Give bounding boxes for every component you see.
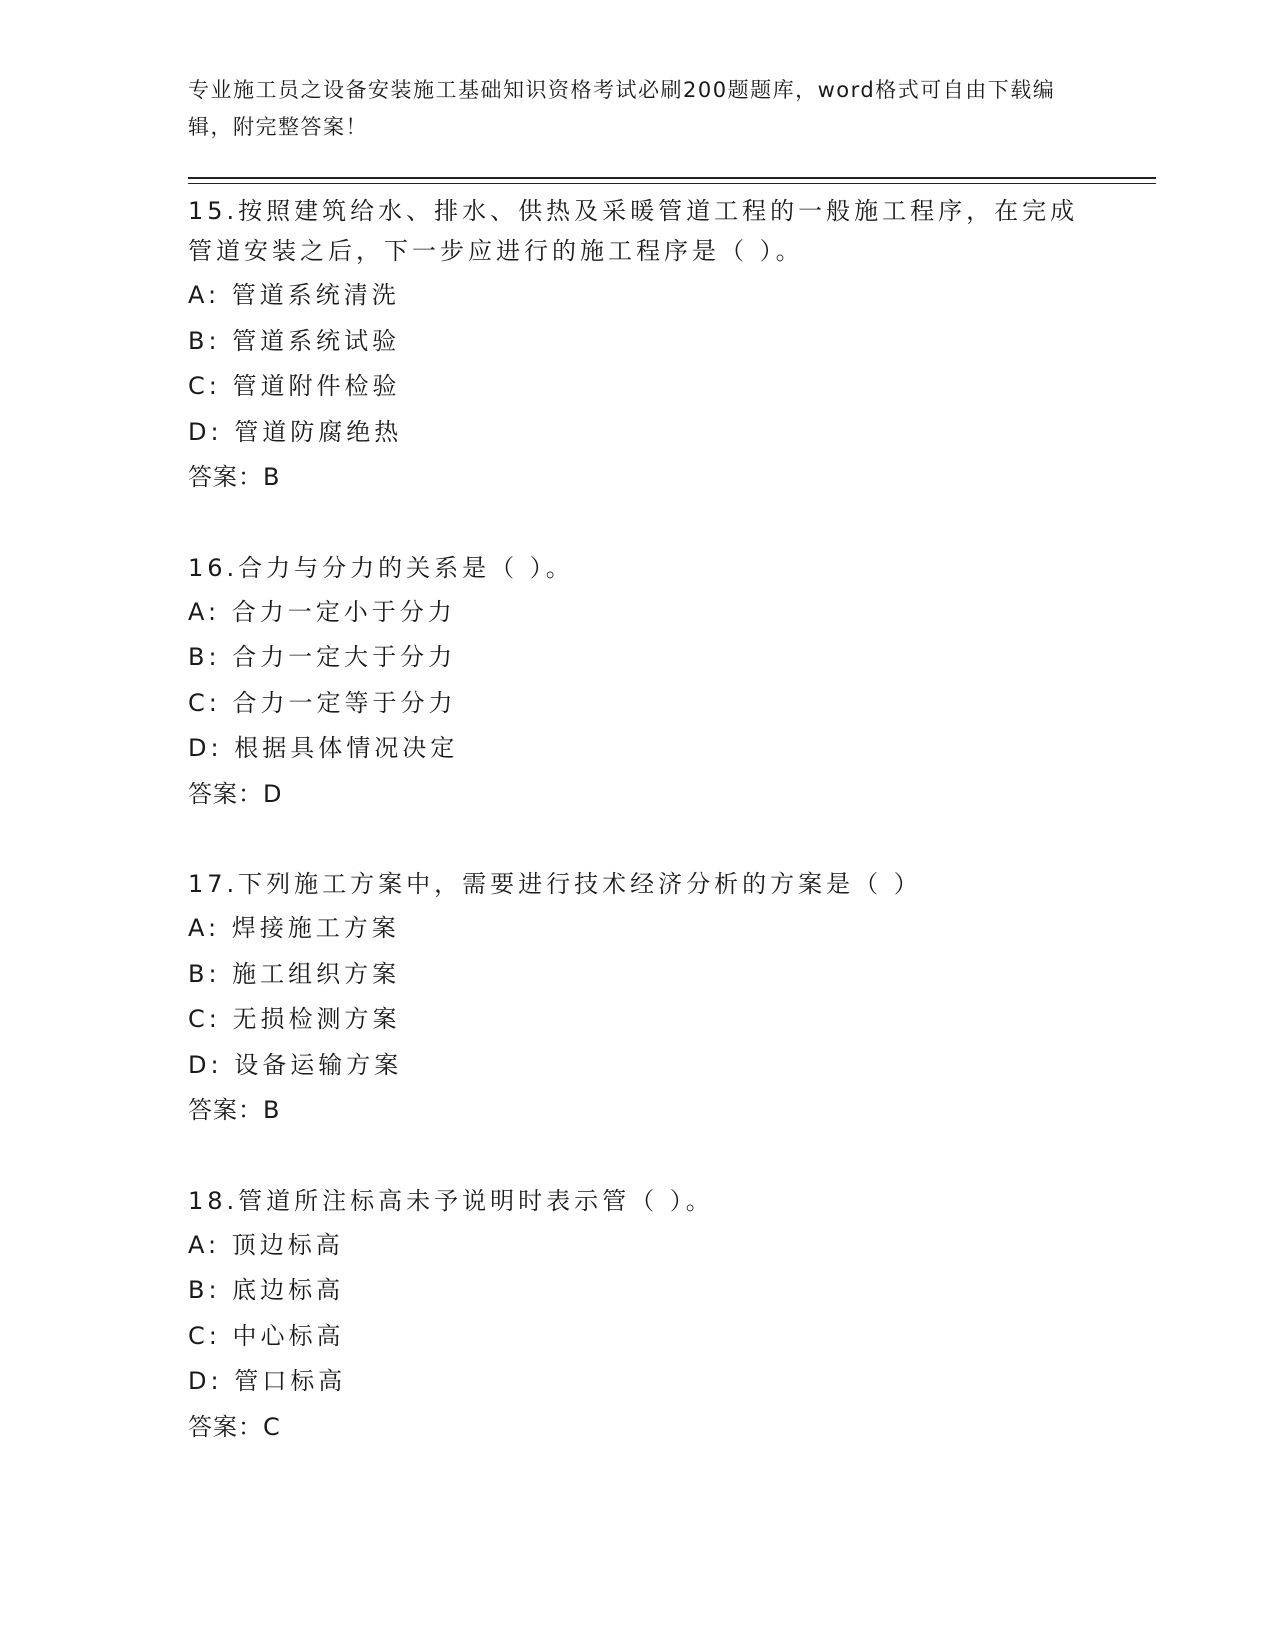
answer-label: 答案：C — [188, 1412, 281, 1441]
question-spacer — [188, 501, 1088, 545]
question-spacer — [188, 1134, 1088, 1178]
option-b: B: 施工组织方案 — [188, 959, 401, 988]
answer-label: 答案：B — [188, 463, 281, 491]
option-d: D: 根据具体情况决定 — [188, 734, 459, 762]
option-a: A: 合力一定小于分力 — [188, 597, 456, 626]
option-d: D: 管道防腐绝热 — [188, 417, 403, 446]
question-17 — [188, 861, 1088, 1134]
option-c: C: 管道附件检验 — [188, 372, 401, 400]
option-d: D: 设备运输方案 — [188, 1050, 403, 1079]
option-a: A: 焊接施工方案 — [188, 914, 400, 942]
question-18 — [188, 1178, 1088, 1451]
header-divider-thick — [188, 177, 1156, 179]
question-16 — [188, 545, 1088, 818]
question-stem: 18.管道所注标高未予说明时表示管（ ）。 — [188, 1186, 714, 1215]
header-divider-thin — [188, 183, 1156, 184]
option-a: A: 顶边标高 — [188, 1230, 344, 1259]
document-title: 专业施工员之设备安装施工基础知识资格考试必刷200题题库，word格式可自由下载编辑，附完整答案！ — [188, 78, 1056, 139]
question-list — [188, 188, 1088, 1450]
option-b: B: 合力一定大于分力 — [188, 643, 457, 671]
option-c: C: 合力一定等于分力 — [188, 688, 457, 717]
document-header — [188, 72, 1068, 146]
answer-label: 答案：B — [188, 1096, 281, 1124]
question-15 — [188, 188, 1088, 501]
option-c: C: 无损检测方案 — [188, 1005, 401, 1033]
option-b: B: 底边标高 — [188, 1276, 345, 1304]
option-b: B: 管道系统试验 — [188, 326, 401, 355]
option-a: A: 管道系统清洗 — [188, 281, 400, 309]
option-c: C: 中心标高 — [188, 1321, 345, 1350]
question-stem: 16.合力与分力的关系是（ ）。 — [188, 553, 574, 582]
answer-label: 答案：D — [188, 779, 283, 808]
question-stem: 15.按照建筑给水、排水、供热及采暖管道工程的一般施工程序，在完成管道安装之后，下一步应进行的施工程序是（ ）。 — [188, 197, 1079, 265]
question-spacer — [188, 817, 1088, 861]
question-stem: 17.下列施工方案中，需要进行技术经济分析的方案是（ ） — [188, 870, 922, 898]
option-d: D: 管口标高 — [188, 1367, 347, 1395]
